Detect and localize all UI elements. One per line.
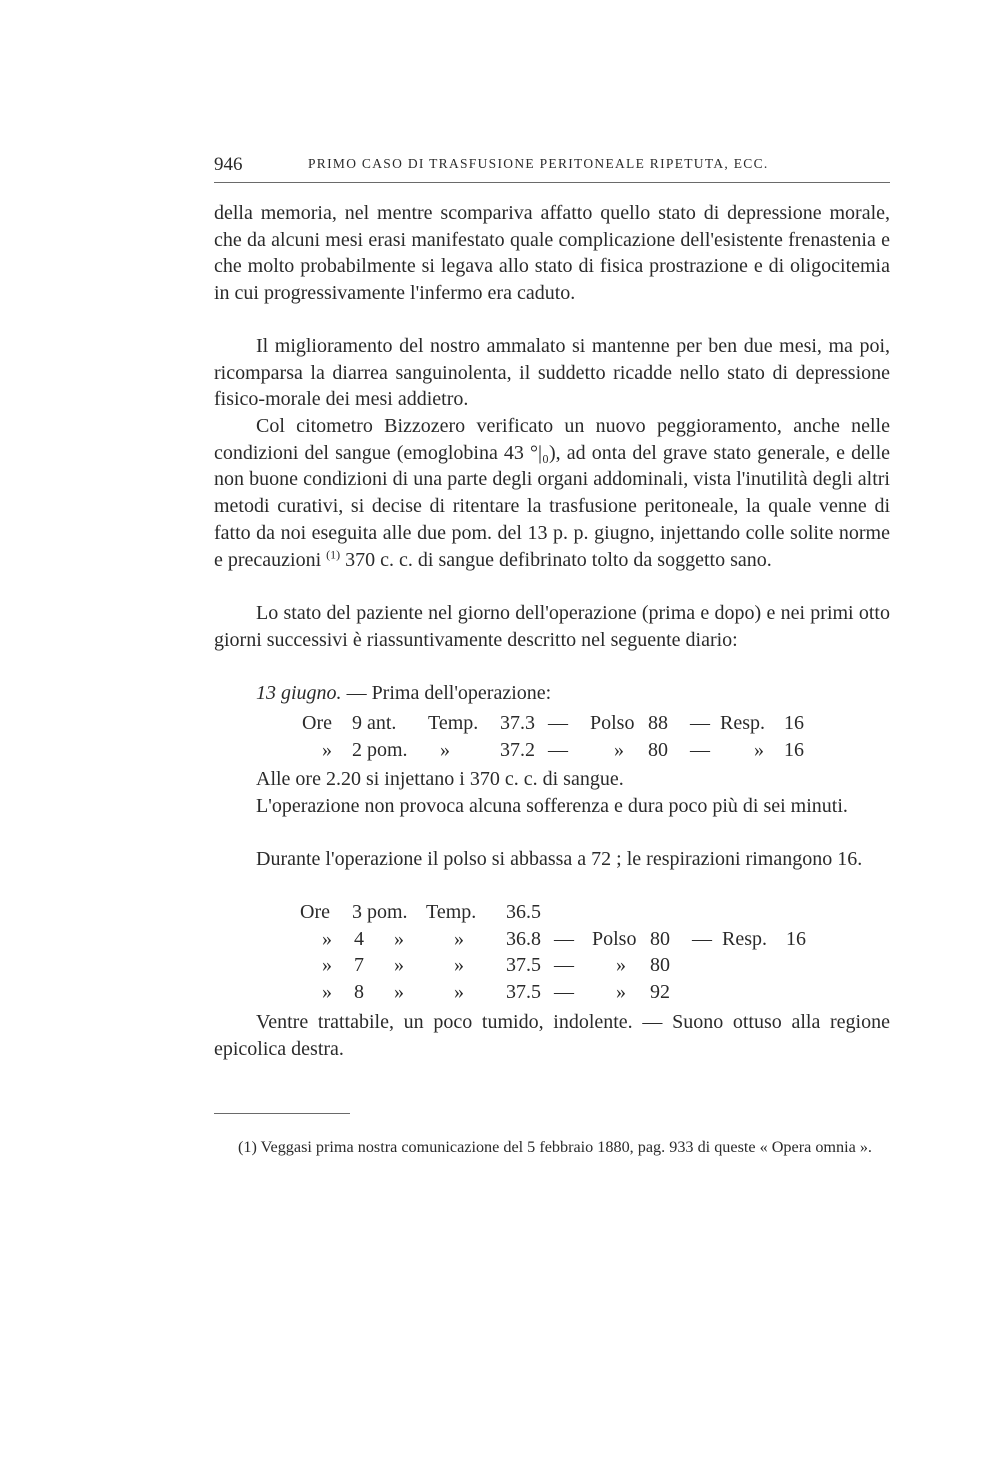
paragraph-3 — [214, 413, 890, 600]
page-header — [214, 148, 890, 183]
table-cell: » — [616, 981, 626, 1004]
table-cell: » — [440, 738, 450, 761]
table-row — [214, 710, 890, 737]
table-cell: 37.5 — [506, 954, 541, 977]
table-cell: 88 — [648, 712, 668, 734]
table-cell: 2 pom. — [352, 738, 408, 761]
paragraph-3-text: Col citometro Bizzozero verificato un nuovo peggioramento, anche nelle condizioni del sangue (emoglobina 43 °|₀), ad onta del grave stato generale, e delle non buone condizioni di una parte degli organi addominali, vista l'inutilità degli altri metodi curativi, si decise di ritentare la trasfusione peritoneale, la quale venne di fatto da noi eseguita alle due pom. del 13 p. p. giugno, injettando colle solite norme e precauzioni — [214, 415, 890, 571]
footnote-1: (1) Veggasi prima nostra comunicazione del 5 febbraio 1880, pag. 933 di queste « Opera omnia ». — [238, 1138, 872, 1156]
table-cell: 36.5 — [506, 901, 541, 923]
table-cell: » — [322, 981, 332, 1004]
diary-date: 13 giugno. — [256, 682, 342, 704]
paragraph-7: L'operazione non provoca alcuna sofferenza e dura poco più di sei minuti. — [256, 795, 848, 817]
table-row — [214, 737, 890, 764]
table-cell: — — [554, 954, 574, 977]
table-cell: 16 — [786, 927, 806, 950]
table-cell: 16 — [784, 712, 804, 734]
table-row — [214, 979, 890, 1006]
table-cell: 8 — [354, 981, 364, 1004]
table-row — [214, 899, 890, 926]
table-cell: 4 — [354, 927, 364, 950]
diary-intro: — Prima dell'operazione: — [341, 682, 552, 704]
table-cell: 80 — [650, 954, 670, 977]
paragraph-8: Durante l'operazione il polso si abbassa a 72 ; le respirazioni rimangono 16. — [256, 848, 863, 870]
table-cell: » — [754, 738, 764, 761]
table-cell: » — [394, 981, 404, 1004]
paragraph-6: Alle ore 2.20 si injettano i 370 c. c. di sangue. — [256, 768, 624, 790]
table-cell: » — [322, 738, 332, 761]
table-cell: — — [692, 927, 712, 950]
footnote-ref: (1) — [326, 546, 341, 561]
table-cell: 80 — [650, 927, 670, 950]
table-cell: 16 — [784, 738, 804, 761]
table-cell: — — [554, 927, 574, 950]
table-cell: » — [394, 954, 404, 977]
table-cell: Resp. — [720, 712, 765, 734]
readings-table-2 — [214, 899, 890, 1009]
table-cell: 9 ant. — [352, 712, 397, 734]
table-cell: » — [616, 954, 626, 977]
table-cell: 92 — [650, 981, 670, 1004]
table-cell: Polso — [592, 927, 637, 950]
main-text — [214, 200, 890, 1062]
table-cell: — — [548, 738, 568, 761]
paragraph-9: Ventre trattabile, un poco tumido, indolente. — Suono ottuso alla regione epicolica destra. — [214, 1011, 890, 1060]
table-cell: — — [554, 981, 574, 1004]
table-cell: Temp. — [426, 901, 477, 923]
footnote-divider — [214, 1113, 350, 1114]
table-cell: Ore — [300, 901, 330, 923]
table-cell: » — [322, 954, 332, 977]
paragraph-1: della memoria, nel mentre scompariva affatto quello stato di depressione morale, che da alcuni mesi erasi manifestato quale complicazione dell'esistente frenastenia e che molto probabilmente si legava allo stato di fisica prostrazione e di oligocitemia in cui progressivamente l'infermo era caduto. — [214, 202, 890, 305]
table-cell: 36.8 — [506, 927, 541, 950]
table-cell: » — [454, 954, 464, 977]
table-cell: 37.5 — [506, 981, 541, 1004]
table-cell: Polso — [590, 712, 635, 734]
table-cell: — — [548, 712, 568, 734]
running-title: PRIMO CASO DI TRASFUSIONE PERITONEALE RIPETUTA, ECC. — [308, 156, 769, 171]
table-cell: Temp. — [428, 712, 479, 734]
table-cell: » — [454, 981, 464, 1004]
table-row — [214, 952, 890, 979]
table-cell: » — [394, 927, 404, 950]
table-cell: Resp. — [722, 927, 767, 950]
table-cell: 80 — [648, 738, 668, 761]
paragraph-4: Lo stato del paziente nel giorno dell'operazione (prima e dopo) e nei primi otto giorni successivi è riassuntivamente descritto nel seguente diario: — [214, 602, 890, 651]
diary-date-line — [214, 680, 890, 710]
table-cell: » — [614, 738, 624, 761]
table-cell: » — [454, 927, 464, 950]
table-row — [214, 926, 890, 953]
table-cell: 3 pom. — [352, 901, 408, 923]
table-cell: 37.2 — [500, 738, 535, 761]
table-cell: Ore — [302, 712, 332, 734]
paragraph-3-end: 370 c. c. di sangue defibrinato tolto da soggetto sano. — [345, 548, 772, 571]
table-cell: » — [322, 927, 332, 950]
table-cell: 37.3 — [500, 712, 535, 734]
readings-table-1 — [214, 710, 890, 766]
footnotes — [214, 1136, 906, 1158]
paragraph-2: Il miglioramento del nostro ammalato si mantenne per ben due mesi, ma poi, ricomparsa la diarrea sanguinolenta, il suddetto ricadde nello stato di depressione fisico-morale dei mesi addietro. — [214, 335, 890, 411]
page-number: 946 — [214, 154, 243, 175]
table-cell: — — [690, 738, 710, 761]
table-cell: — — [690, 712, 710, 734]
table-cell: 7 — [354, 954, 364, 977]
